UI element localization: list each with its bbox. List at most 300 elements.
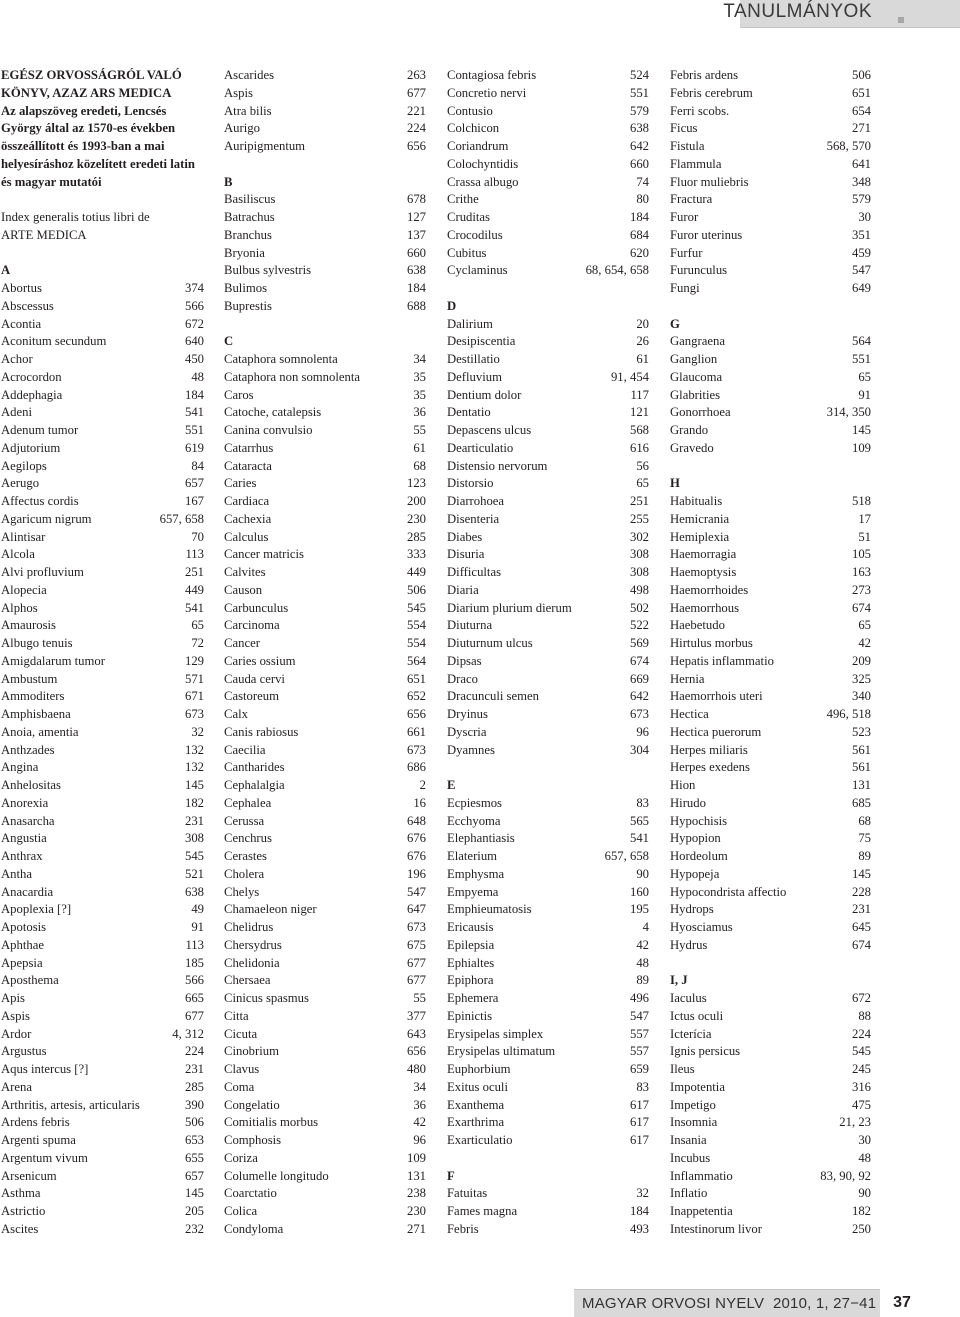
- index-entry: [670, 724, 871, 742]
- index-entry: [670, 1008, 871, 1026]
- index-entry: [670, 990, 871, 1008]
- entry-term: Clavus: [224, 1062, 260, 1076]
- entry-pages: 677: [406, 955, 426, 970]
- entry-term: Chelidonia: [224, 955, 280, 970]
- entry-term: Inflatio: [670, 1186, 708, 1201]
- entry-term: Aspis: [224, 85, 253, 100]
- entry-term: Ambustum: [1, 671, 58, 686]
- entry-pages: 579: [851, 192, 871, 207]
- entry-pages: 65: [191, 618, 204, 633]
- entry-term: Condyloma: [224, 1221, 284, 1236]
- entry-term: Abortus: [1, 281, 42, 295]
- index-entry: [447, 901, 649, 919]
- entry-pages: 285: [184, 1079, 204, 1094]
- entry-term: Coriandrum: [447, 139, 509, 153]
- entry-term: Glabrities: [670, 387, 721, 402]
- blank-line: [1, 191, 204, 209]
- entry-pages: 65: [858, 618, 871, 633]
- entry-pages: 522: [629, 618, 649, 633]
- entry-pages: 251: [184, 565, 204, 579]
- entry-term: Aegilops: [1, 458, 47, 473]
- intro-subtitle-line: és magyar mutatói: [1, 174, 102, 189]
- entry-term: Apis: [1, 991, 25, 1005]
- index-entry: [1, 458, 204, 476]
- entry-term: Haemorrhoides: [670, 582, 749, 597]
- entry-term: Apoplexia [?]: [1, 902, 72, 917]
- entry-pages: 674: [851, 937, 871, 952]
- index-entry: [224, 529, 426, 547]
- index-entry: [224, 191, 426, 209]
- blank-line: [447, 280, 649, 298]
- letter-heading: B: [224, 174, 233, 189]
- index-entry: [670, 387, 871, 405]
- index-entry: [1, 724, 204, 742]
- entry-term: Aphthae: [1, 937, 44, 952]
- entry-term: Incubus: [670, 1150, 711, 1165]
- entry-pages: 90: [636, 866, 649, 881]
- entry-term: Hernia: [670, 671, 705, 686]
- entry-pages: 617: [629, 1133, 649, 1147]
- entry-pages: 642: [629, 139, 649, 153]
- intro-subtitle-line: helyesíráshoz közelített eredeti latin: [1, 156, 195, 171]
- entry-term: Cachexia: [224, 511, 272, 526]
- index-entry: [670, 262, 871, 280]
- index-entry: [670, 351, 871, 369]
- entry-pages: 348: [851, 174, 871, 189]
- index-entry: [447, 724, 649, 742]
- entry-pages: 105: [851, 547, 871, 562]
- entry-term: Distorsio: [447, 476, 494, 491]
- entry-term: Hydrus: [670, 937, 708, 952]
- entry-pages: 561: [851, 742, 871, 757]
- index-entry: [1, 1079, 204, 1097]
- index-entry: [447, 103, 649, 121]
- entry-pages: 377: [406, 1008, 426, 1023]
- index-entry: [1, 706, 204, 724]
- index-entry: [670, 617, 871, 635]
- entry-term: Furfur: [670, 245, 703, 260]
- entry-pages: 308: [184, 831, 204, 846]
- entry-pages: 56: [636, 458, 649, 473]
- intro-subtitle-line: összeállított és 1993-ban a mai: [1, 139, 165, 153]
- entry-term: Haemorrhois uteri: [670, 689, 763, 704]
- entry-term: Diabes: [447, 529, 483, 544]
- entry-pages: 184: [184, 387, 204, 402]
- index-entry: [447, 990, 649, 1008]
- entry-pages: 677: [406, 973, 426, 988]
- entry-pages: 651: [851, 85, 871, 100]
- entry-pages: 184: [406, 281, 426, 295]
- index-entry: [224, 475, 426, 493]
- index-entry: [670, 830, 871, 848]
- index-entry: [1, 422, 204, 440]
- intro-subtitle-line: György által az 1570-es években: [1, 121, 176, 136]
- entry-term: Crocodilus: [447, 227, 503, 242]
- index-entry: [670, 191, 871, 209]
- entry-pages: 659: [629, 1062, 649, 1076]
- entry-pages: 641: [851, 156, 871, 171]
- entry-pages: 333: [406, 547, 426, 562]
- entry-term: Caries ossium: [224, 653, 296, 668]
- index-entry: [670, 1203, 871, 1221]
- index-entry: [1, 1185, 204, 1203]
- entry-pages: 545: [406, 600, 426, 615]
- index-entry: [1, 990, 204, 1008]
- index-column-2: [224, 67, 426, 1239]
- entry-pages: 109: [406, 1150, 426, 1165]
- index-entry: [1, 404, 204, 422]
- entry-term: Coma: [224, 1079, 255, 1094]
- entry-pages: 656: [406, 139, 426, 153]
- entry-term: Aconitum secundum: [1, 334, 107, 349]
- letter-heading: A: [1, 263, 11, 278]
- entry-term: Aqus intercus [?]: [1, 1062, 89, 1076]
- entry-pages: 672: [851, 991, 871, 1005]
- entry-pages: 638: [184, 884, 204, 899]
- entry-term: Alintisar: [1, 529, 46, 544]
- entry-term: Alcola: [1, 547, 35, 562]
- index-entry: [224, 1061, 426, 1079]
- entry-term: Herpes miliaris: [670, 742, 748, 757]
- entry-pages: 557: [629, 1044, 649, 1059]
- entry-term: Emphieumatosis: [447, 902, 532, 917]
- entry-pages: 182: [851, 1204, 871, 1218]
- entry-pages: 91: [191, 920, 204, 934]
- journal-name: MAGYAR ORVOSI NYELV: [582, 1295, 765, 1312]
- entry-term: Impotentia: [670, 1079, 725, 1094]
- index-entry: [224, 1185, 426, 1203]
- entry-term: Cyclaminus: [447, 263, 508, 278]
- entry-term: Exanthema: [447, 1097, 505, 1112]
- entry-pages: 547: [851, 263, 871, 278]
- entry-pages: 88: [858, 1008, 871, 1023]
- index-entry: [447, 653, 649, 671]
- entry-term: Causon: [224, 582, 263, 597]
- entry-pages: 684: [629, 227, 649, 242]
- entry-term: Febris ardens: [670, 68, 739, 82]
- entry-term: Hirtulus morbus: [670, 636, 753, 650]
- index-entry: [670, 1132, 871, 1150]
- index-entry: [447, 1132, 649, 1150]
- index-entry: [1, 582, 204, 600]
- index-entry: [224, 1079, 426, 1097]
- index-entry: [1, 830, 204, 848]
- entry-pages: 568, 570: [826, 139, 871, 153]
- entry-term: Ileus: [670, 1062, 695, 1076]
- entry-term: Exitus oculi: [447, 1079, 508, 1094]
- entry-pages: 308: [629, 547, 649, 562]
- entry-term: Argentum vivum: [1, 1150, 88, 1165]
- entry-pages: 145: [851, 866, 871, 881]
- entry-pages: 617: [629, 1097, 649, 1112]
- entry-term: Achor: [1, 352, 33, 366]
- entry-term: Ficus: [670, 121, 698, 136]
- index-entry: [447, 1008, 649, 1026]
- entry-term: Aspis: [1, 1008, 30, 1023]
- index-entry: [670, 245, 871, 263]
- entry-pages: 83, 90, 92: [820, 1168, 871, 1183]
- entry-pages: 547: [629, 1008, 649, 1023]
- index-entry: [224, 1203, 426, 1221]
- entry-term: Elephantiasis: [447, 831, 515, 846]
- entry-term: Colchicon: [447, 121, 500, 136]
- entry-pages: 547: [406, 884, 426, 899]
- entry-pages: 686: [406, 760, 426, 775]
- entry-term: Ardor: [1, 1026, 32, 1041]
- index-entry: [670, 582, 871, 600]
- entry-pages: 657, 658: [604, 849, 649, 863]
- entry-pages: 566: [184, 973, 204, 988]
- entry-term: Cataphora non somnolenta: [224, 369, 361, 384]
- index-entry: [447, 1203, 649, 1221]
- intro-title-line: KÖNYV, AZAZ ARS MEDICA: [1, 85, 172, 100]
- entry-pages: 651: [406, 671, 426, 686]
- index-entry: [447, 475, 649, 493]
- blank-line: [670, 458, 871, 476]
- index-entry: [224, 813, 426, 831]
- entry-term: Cancer: [224, 636, 260, 650]
- entry-term: Ephialtes: [447, 955, 495, 970]
- entry-pages: 26: [636, 334, 649, 349]
- entry-term: Ascites: [1, 1221, 39, 1236]
- entry-term: Alphos: [1, 600, 38, 615]
- entry-term: Dipsas: [447, 653, 482, 668]
- entry-term: Bulimos: [224, 281, 268, 295]
- entry-term: Cantharides: [224, 760, 285, 775]
- blank-line: [447, 759, 649, 777]
- entry-term: Bryonia: [224, 245, 265, 260]
- entry-term: Inflammatio: [670, 1168, 733, 1183]
- entry-term: Cenchrus: [224, 831, 272, 846]
- entry-term: Dentatio: [447, 405, 491, 420]
- entry-term: Ecchyoma: [447, 813, 501, 828]
- entry-pages: 251: [629, 494, 649, 508]
- blank-line: [224, 316, 426, 334]
- entry-pages: 657: [184, 1168, 204, 1183]
- index-entry: [670, 564, 871, 582]
- index-entry: [1, 848, 204, 866]
- entry-term: Comitialis morbus: [224, 1115, 319, 1130]
- entry-pages: 89: [858, 849, 871, 863]
- index-entry: [447, 227, 649, 245]
- entry-term: Calvites: [224, 565, 266, 579]
- entry-pages: 184: [629, 1204, 649, 1218]
- index-entry: [224, 298, 426, 316]
- entry-term: Gravedo: [670, 440, 714, 455]
- entry-term: Fistula: [670, 139, 705, 153]
- index-entry: [224, 1132, 426, 1150]
- entry-term: Epiphora: [447, 973, 494, 988]
- entry-term: Diarium plurium dierum: [447, 600, 572, 615]
- entry-term: Acrocordon: [1, 369, 62, 384]
- entry-pages: 661: [406, 724, 426, 739]
- entry-pages: 83: [636, 1079, 649, 1094]
- entry-pages: 228: [851, 884, 871, 899]
- entry-pages: 640: [184, 334, 204, 349]
- index-entry: [224, 724, 426, 742]
- index-entry: [447, 156, 649, 174]
- entry-term: Anasarcha: [1, 813, 55, 828]
- entry-pages: 91, 454: [610, 369, 649, 384]
- index-entry: [447, 351, 649, 369]
- index-entry: [447, 884, 649, 902]
- index-entry: [670, 1043, 871, 1061]
- entry-pages: 113: [185, 547, 204, 562]
- index-entry: [670, 546, 871, 564]
- index-entry: [670, 653, 871, 671]
- entry-pages: 17: [858, 511, 871, 526]
- entry-term: Cerastes: [224, 849, 267, 863]
- entry-term: Hepatis inflammatio: [670, 653, 774, 668]
- entry-pages: 617: [629, 1115, 649, 1130]
- entry-pages: 502: [629, 600, 649, 615]
- index-entry: [670, 901, 871, 919]
- index-entry: [670, 1061, 871, 1079]
- index-entry: [224, 458, 426, 476]
- index-entry: [670, 333, 871, 351]
- index-entry: [224, 600, 426, 618]
- entry-term: Cancer matricis: [224, 547, 304, 562]
- entry-term: Hectica: [670, 707, 709, 721]
- entry-pages: 566: [184, 298, 204, 313]
- index-entry: [670, 1185, 871, 1203]
- entry-term: Argenti spuma: [1, 1133, 76, 1147]
- entry-term: Grando: [670, 423, 709, 437]
- index-entry: [224, 1114, 426, 1132]
- index-entry: [224, 85, 426, 103]
- entry-pages: 496: [629, 991, 649, 1005]
- index-entry: [224, 1008, 426, 1026]
- index-entry: [1, 813, 204, 831]
- entry-term: Haemorrhous: [670, 600, 740, 615]
- index-entry: [447, 85, 649, 103]
- entry-pages: 493: [629, 1221, 649, 1236]
- entry-term: Citta: [224, 1008, 249, 1023]
- entry-term: Intestinorum livor: [670, 1221, 762, 1236]
- index-entry: [1, 884, 204, 902]
- index-entry: [447, 1061, 649, 1079]
- index-entry: [224, 937, 426, 955]
- entry-term: Aurigo: [224, 121, 260, 136]
- entry-pages: 541: [184, 600, 204, 615]
- entry-pages: 200: [406, 494, 426, 508]
- entry-pages: 273: [851, 582, 871, 597]
- entry-term: Concretio nervi: [447, 85, 527, 100]
- entry-term: Hypocondrista affectio: [670, 884, 787, 899]
- entry-term: Haemoptysis: [670, 565, 737, 579]
- entry-term: Branchus: [224, 227, 272, 242]
- entry-pages: 450: [184, 352, 204, 366]
- index-entry: [447, 369, 649, 387]
- entry-term: Dyamnes: [447, 742, 495, 757]
- index-entry: [224, 759, 426, 777]
- entry-pages: 68, 654, 658: [585, 263, 649, 278]
- entry-term: Dryinus: [447, 707, 488, 721]
- entry-term: Affectus cordis: [1, 494, 79, 508]
- index-entry: [1, 546, 204, 564]
- index-entry: [670, 884, 871, 902]
- index-entry: [1, 440, 204, 458]
- index-entry: [447, 795, 649, 813]
- entry-pages: 51: [858, 529, 871, 544]
- entry-pages: 132: [184, 742, 204, 757]
- entry-pages: 669: [629, 671, 649, 686]
- entry-term: Ammoditers: [1, 689, 65, 704]
- entry-pages: 564: [406, 653, 426, 668]
- index-entry: [224, 777, 426, 795]
- index-entry: [447, 813, 649, 831]
- index-entry: [670, 866, 871, 884]
- entry-pages: 231: [184, 1062, 204, 1076]
- entry-pages: 117: [630, 387, 649, 402]
- index-entry: [224, 635, 426, 653]
- index-entry: [670, 848, 871, 866]
- index-entry: [447, 671, 649, 689]
- entry-term: Haemorragia: [670, 547, 737, 562]
- index-entry: [224, 990, 426, 1008]
- index-entry: [670, 440, 871, 458]
- index-title-line: Index generalis totius libri de: [1, 210, 150, 224]
- entry-pages: 677: [184, 1008, 204, 1023]
- entry-term: Fatuitas: [447, 1186, 488, 1201]
- entry-term: Ephemera: [447, 991, 499, 1005]
- entry-pages: 255: [629, 511, 649, 526]
- entry-term: Amphisbaena: [1, 707, 71, 721]
- entry-term: Astrictio: [1, 1204, 46, 1218]
- entry-term: Hydrops: [670, 902, 714, 917]
- entry-pages: 677: [406, 85, 426, 100]
- entry-pages: 620: [629, 245, 649, 260]
- entry-term: Bulbus sylvestris: [224, 263, 312, 278]
- index-entry: [224, 351, 426, 369]
- entry-pages: 569: [629, 636, 649, 650]
- entry-pages: 49: [191, 902, 204, 917]
- entry-pages: 55: [413, 991, 426, 1005]
- entry-pages: 72: [191, 636, 204, 650]
- entry-pages: 523: [851, 724, 871, 739]
- entry-term: Hirudo: [670, 795, 706, 810]
- index-entry: [224, 227, 426, 245]
- entry-term: Empyema: [447, 884, 499, 899]
- intro-subtitle-line: Az alapszöveg eredeti, Lencsés: [1, 103, 167, 118]
- entry-term: Chelidrus: [224, 920, 274, 934]
- entry-pages: 131: [406, 1168, 426, 1183]
- entry-term: Adeni: [1, 405, 33, 420]
- entry-pages: 185: [184, 955, 204, 970]
- index-entry: [224, 546, 426, 564]
- index-entry: [670, 937, 871, 955]
- entry-term: Cholera: [224, 866, 265, 881]
- index-entry: [224, 1221, 426, 1239]
- entry-term: Ganglion: [670, 352, 718, 366]
- entry-pages: 619: [184, 440, 204, 455]
- index-entry: [224, 1026, 426, 1044]
- entry-pages: 674: [629, 653, 649, 668]
- index-entry: [447, 1114, 649, 1132]
- index-entry: [224, 209, 426, 227]
- entry-pages: 68: [413, 458, 426, 473]
- index-entry: [670, 813, 871, 831]
- index-entry: [670, 600, 871, 618]
- index-entry: [670, 688, 871, 706]
- index-entry: [224, 617, 426, 635]
- index-entry: [1, 759, 204, 777]
- entry-pages: 61: [413, 440, 426, 455]
- entry-term: Aposthema: [1, 973, 59, 988]
- entry-pages: 554: [406, 618, 426, 633]
- entry-pages: 65: [858, 369, 871, 384]
- entry-pages: 36: [413, 405, 426, 420]
